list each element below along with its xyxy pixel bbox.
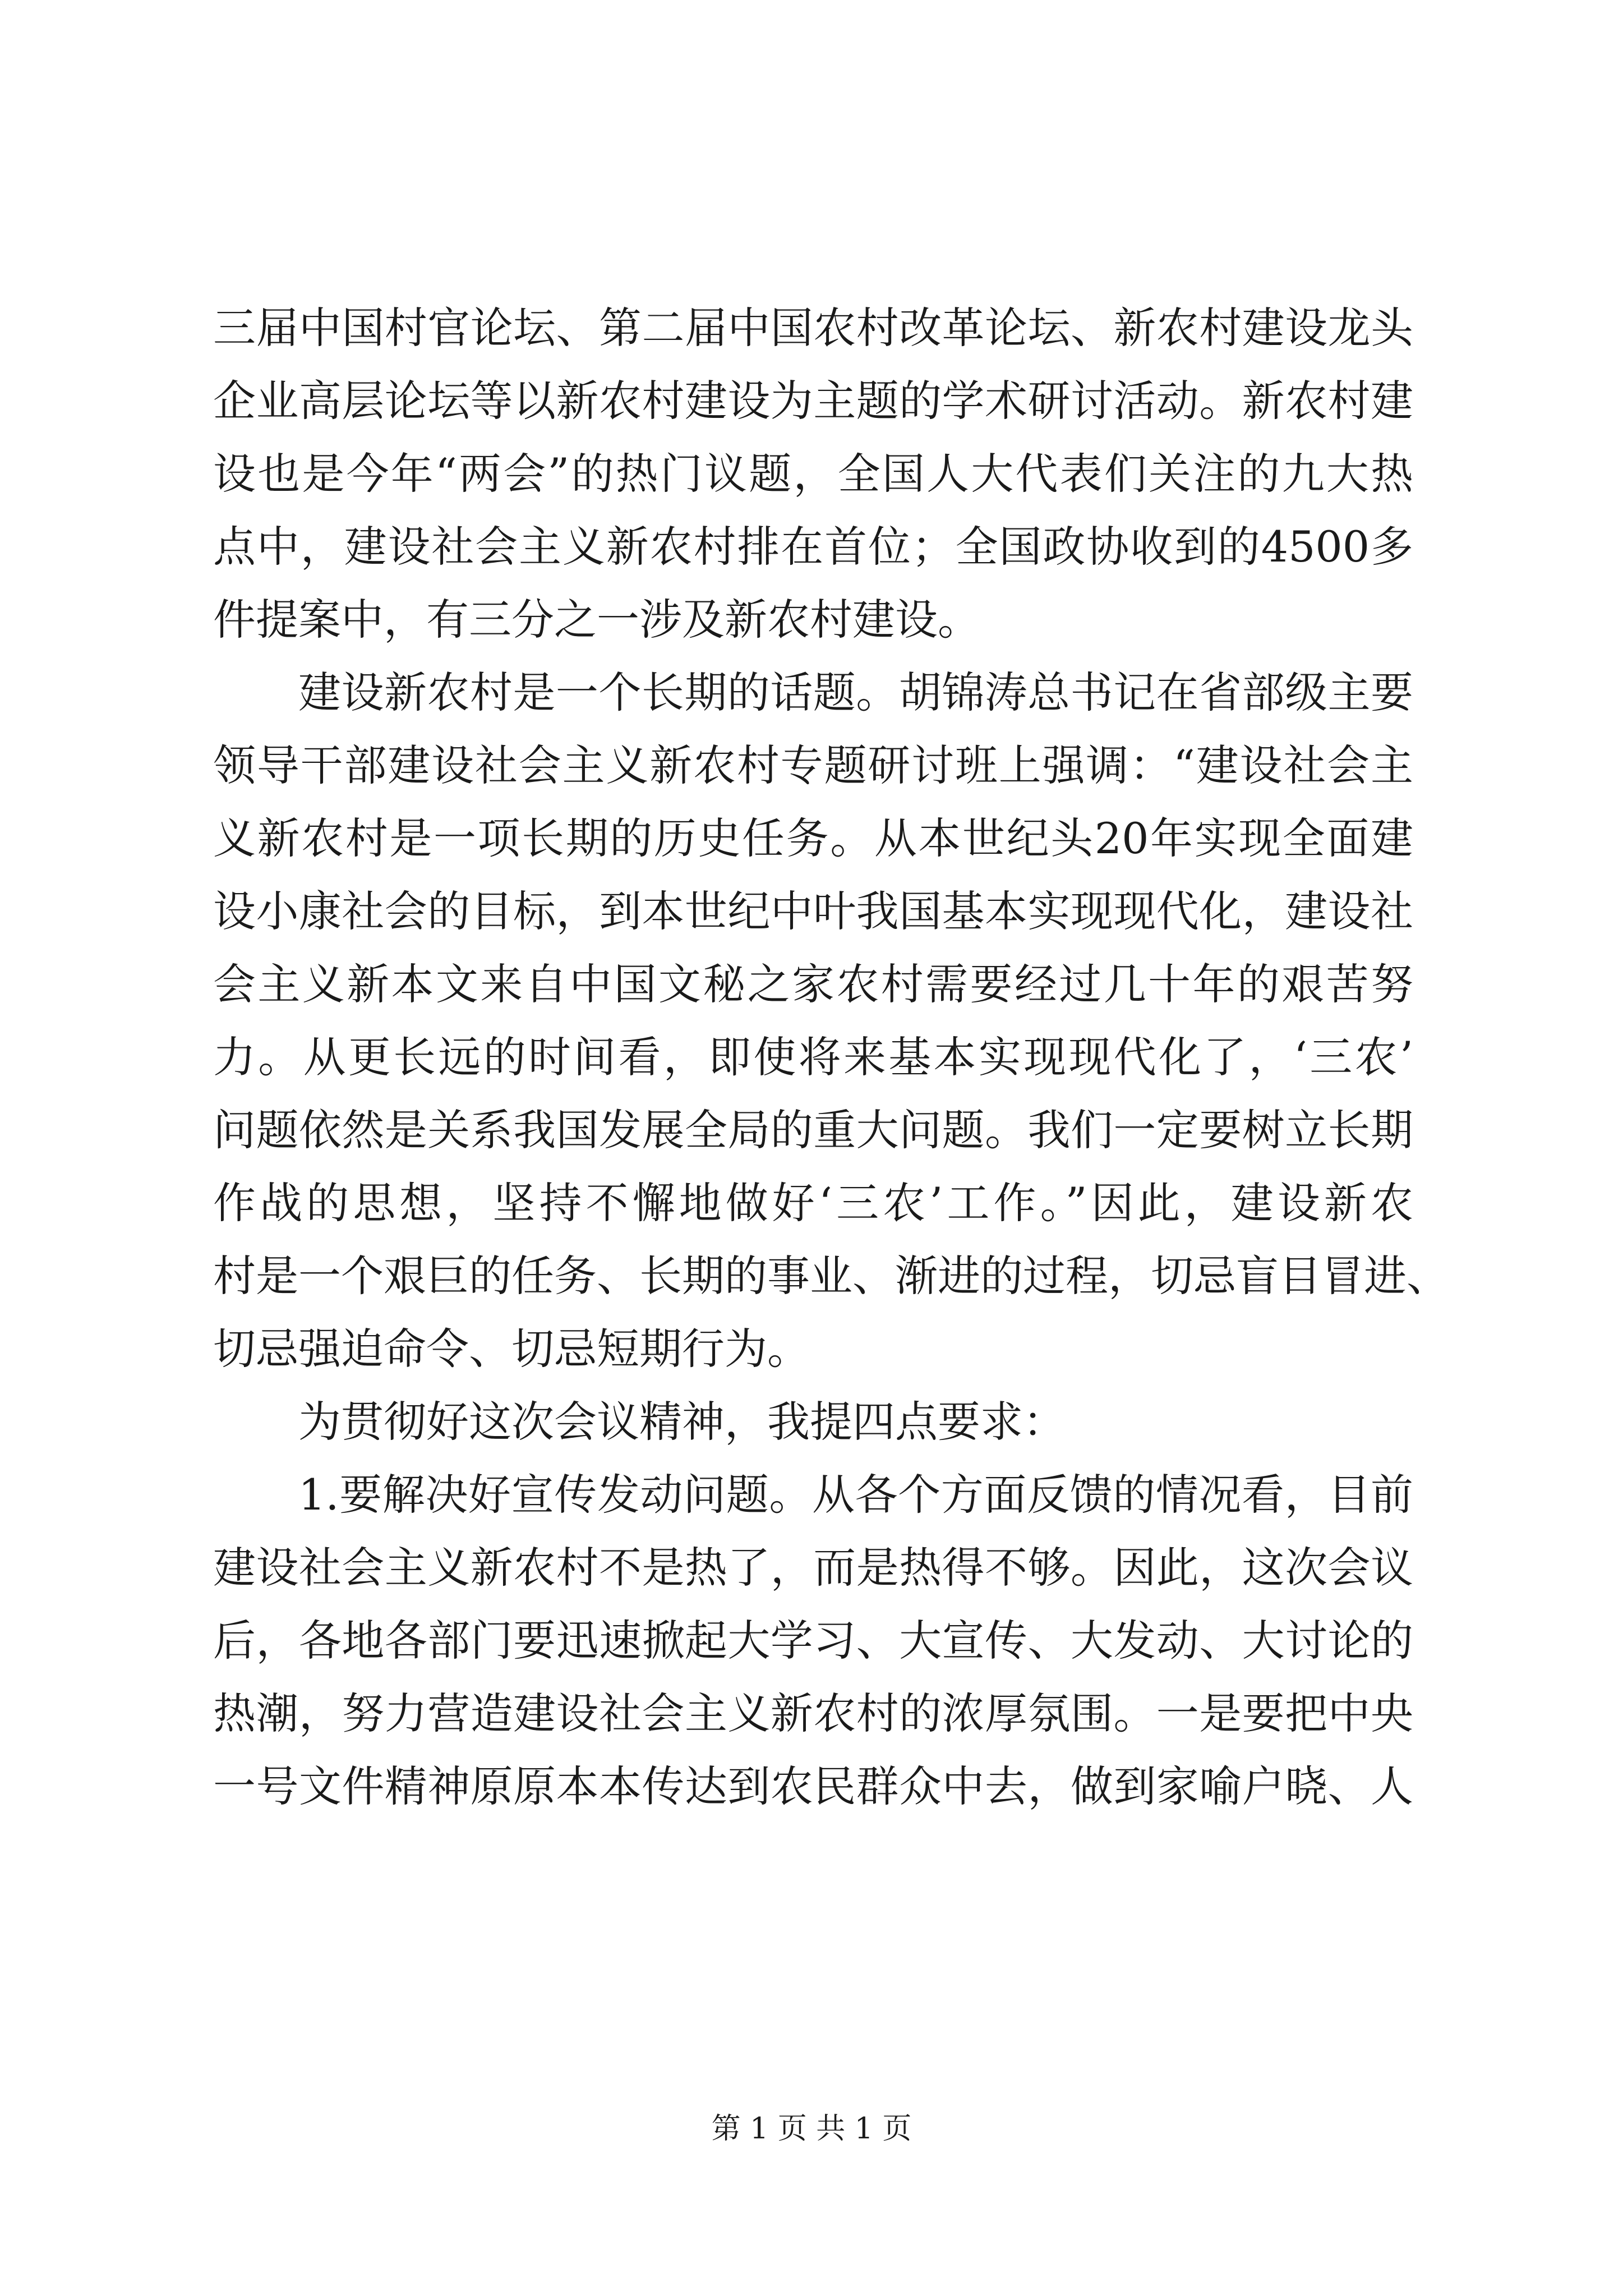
text-line: 义新农村是一项长期的历史任务。从本世纪头20年实现全面建 — [213, 813, 1413, 863]
text-line: 企业高层论坛等以新农村建设为主题的学术研讨活动。新农村建 — [213, 376, 1413, 426]
paragraph-4 — [213, 1458, 1413, 1823]
text-line: 建设新农村是一个长期的话题。胡锦涛总书记在省部级主要 — [298, 668, 1413, 717]
text-line: 建设社会主义新农村不是热了，而是热得不够。因此，这次会议 — [213, 1543, 1413, 1593]
text-line: 领导干部建设社会主义新农村专题研讨班上强调：“建设社会主 — [213, 740, 1413, 790]
page-number-footer: 第 1 页 共 1 页 — [711, 2112, 912, 2146]
text-line: 会主义新本文来自中国文秘之家农村需要经过几十年的艰苦努 — [213, 959, 1413, 1009]
text-line: 作战的思想，坚持不懈地做好‘三农’工作。”因此，建设新农 — [213, 1178, 1413, 1228]
text-line: 点中，建设社会主义新农村排在首位；全国政协收到的4500多 — [213, 522, 1413, 572]
text-line: 设也是今年“两会”的热门议题，全国人大代表们关注的九大热 — [213, 449, 1413, 499]
text-line: 三届中国村官论坛、第二届中国农村改革论坛、新农村建设龙头 — [213, 303, 1413, 353]
text-line: 力。从更长远的时间看，即使将来基本实现现代化了，‘三农’ — [213, 1032, 1413, 1082]
text-line: 为贯彻好这次会议精神，我提四点要求： — [298, 1397, 1066, 1447]
text-line: 问题依然是关系我国发展全局的重大问题。我们一定要树立长期 — [213, 1105, 1413, 1155]
text-line: 村是一个艰巨的任务、长期的事业、渐进的过程，切忌盲目冒进、 — [213, 1251, 1449, 1301]
text-line: 切忌强迫命令、切忌短期行为。 — [213, 1324, 810, 1374]
text-line: 设小康社会的目标，到本世纪中叶我国基本实现现代化，建设社 — [213, 886, 1413, 936]
text-line: 热潮，努力营造建设社会主义新农村的浓厚氛围。一是要把中央 — [213, 1688, 1413, 1738]
paragraph-1 — [213, 292, 1413, 656]
text-line: 一号文件精神原原本本传达到农民群众中去，做到家喻户晓、人 — [213, 1761, 1413, 1811]
document-body — [213, 292, 1449, 1823]
text-line: 件提案中，有三分之一涉及新农村建设。 — [213, 595, 980, 645]
paragraph-2 — [213, 656, 1449, 1386]
paragraph-3 — [213, 1386, 1413, 1458]
text-line: 后，各地各部门要迅速掀起大学习、大宣传、大发动、大讨论的 — [213, 1616, 1413, 1665]
text-line: 1.要解决好宣传发动问题。从各个方面反馈的情况看，目前 — [298, 1470, 1413, 1520]
